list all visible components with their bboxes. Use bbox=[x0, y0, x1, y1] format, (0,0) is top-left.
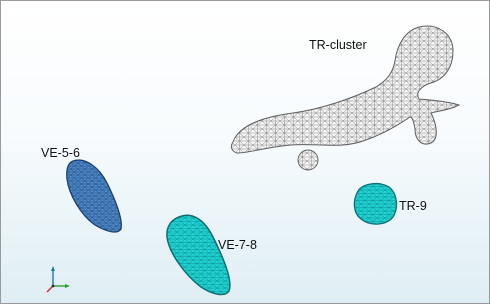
label-ve-5-6: VE-5-6 bbox=[41, 146, 80, 160]
label-ve-7-8: VE-7-8 bbox=[218, 238, 257, 252]
label-tr-9: TR-9 bbox=[399, 199, 427, 213]
mesh-scene[interactable] bbox=[1, 1, 490, 304]
tr-9-mesh[interactable] bbox=[354, 184, 396, 224]
label-tr-cluster: TR-cluster bbox=[309, 38, 367, 52]
ve-5-6-mesh[interactable] bbox=[67, 160, 122, 232]
axis-triad-icon bbox=[47, 266, 70, 292]
small-grey-mesh[interactable] bbox=[298, 150, 318, 170]
ve-7-8-mesh[interactable] bbox=[167, 215, 230, 294]
